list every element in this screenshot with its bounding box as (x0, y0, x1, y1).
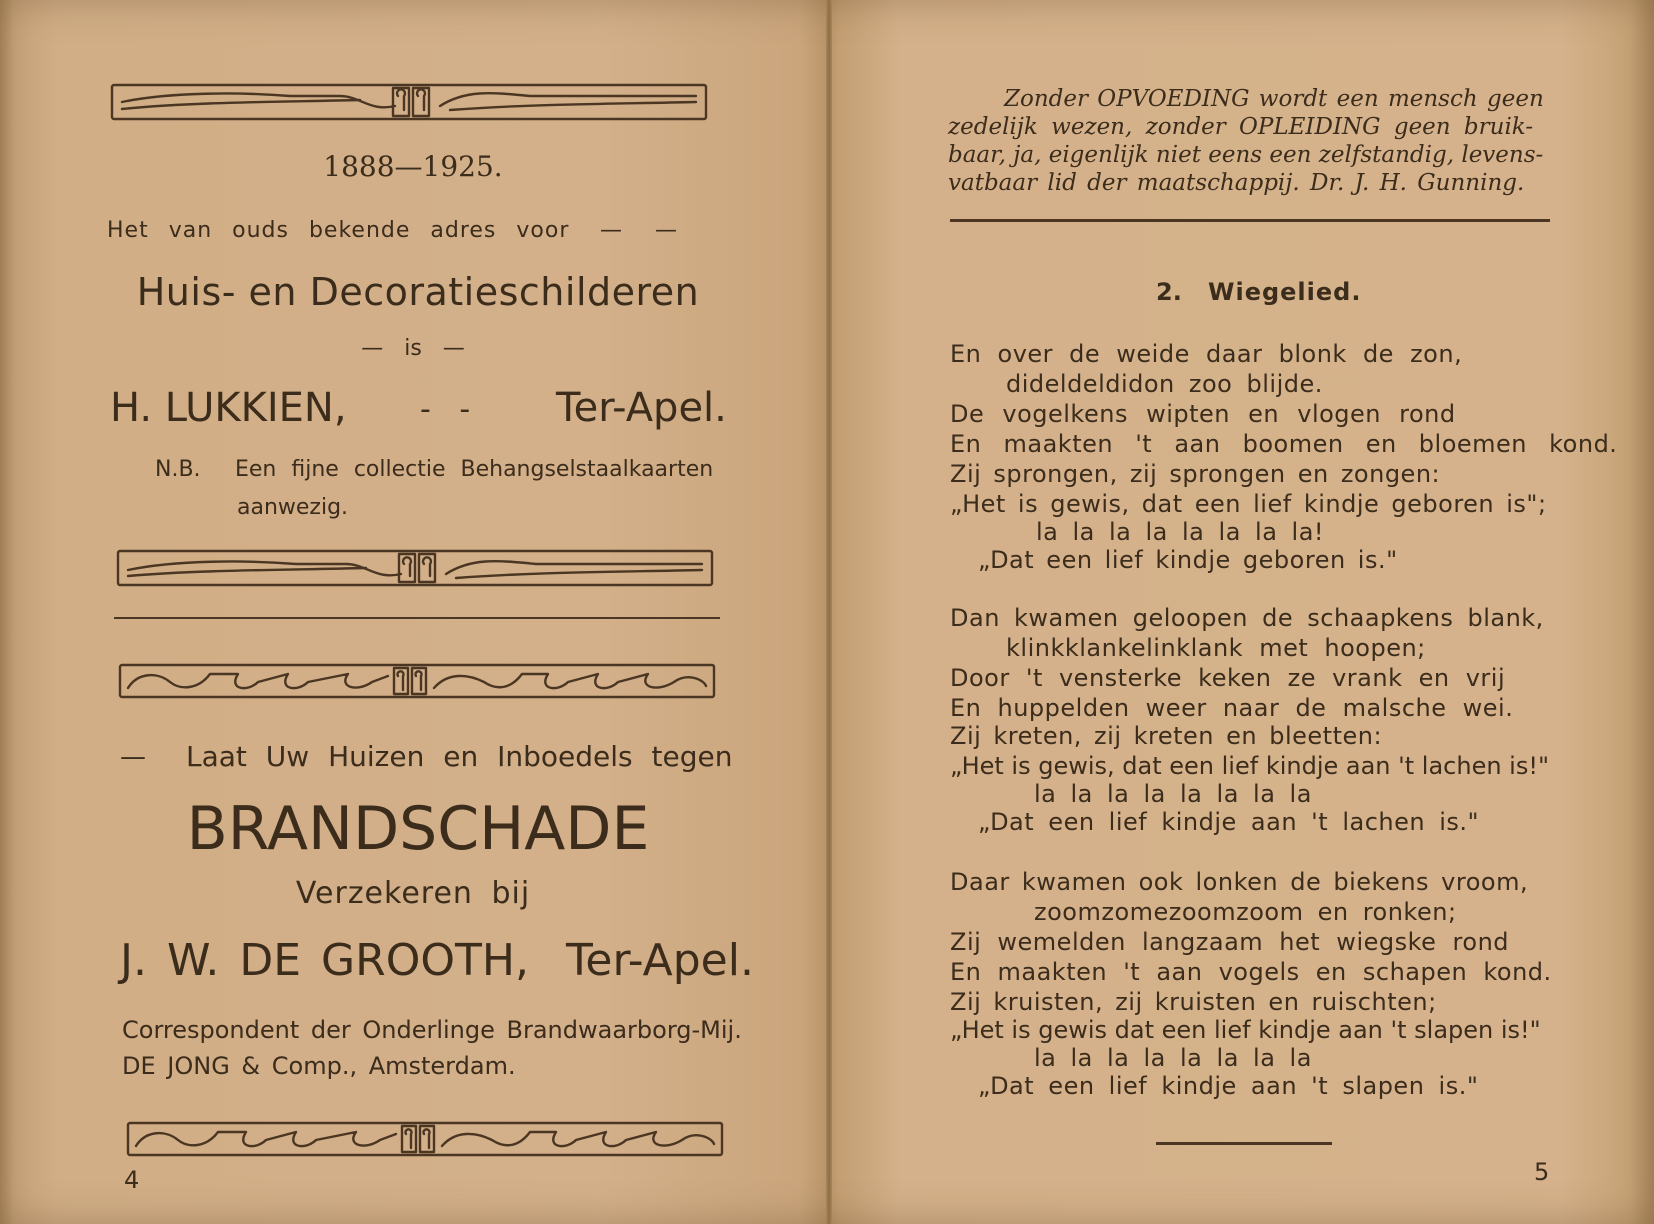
poem-line: En huppelden weer naar de malsche wei. (950, 694, 1514, 722)
ad1-trade: Huis- en Decoratieschilderen (136, 270, 700, 314)
quote-line-4: vatbaar lid der maatschappij. Dr. J. H. Gunning. (948, 170, 1525, 196)
poem-line: „Het is gewis, dat een lief kindje aan 't lachen is!" (950, 752, 1550, 780)
song-number: 2. (1156, 278, 1182, 306)
left-page (0, 0, 826, 1224)
divider-rule (114, 617, 720, 619)
page-number-left: 4 (124, 1166, 140, 1194)
poem-line: De vogelkens wipten en vlogen rond (950, 400, 1456, 428)
poem-line: „Dat een lief kindje geboren is." (978, 546, 1398, 574)
year-range: 1888—1925. (323, 150, 503, 183)
quote-line-1: Zonder OPVOEDING wordt een mensch geen (1004, 86, 1544, 112)
ad2-intro-dash: — (120, 742, 146, 772)
ad1-firm-dashes: - - (420, 392, 471, 427)
poem-line: la la la la la la la la! (1036, 518, 1325, 546)
ad1-intro-dashes: — — (600, 218, 677, 243)
poem-line: „Dat een lief kindje aan 't lachen is." (978, 808, 1480, 836)
ad1-firm-name: H. LUKKIEN, (110, 385, 347, 431)
poem-line: „Dat een lief kindje aan 't slapen is." (978, 1072, 1479, 1100)
ad1-note-line2: aanwezig. (237, 495, 349, 520)
poem-line: „Het is gewis dat een lief kindje aan 't slapen is!" (950, 1016, 1541, 1044)
ad2-intro-text: Laat Uw Huizen en Inboedels tegen (186, 740, 733, 773)
song-end-rule (1156, 1142, 1332, 1145)
ad2-corr-line1: Correspondent der Onderlinge Brandwaarborg-Mij. (122, 1016, 742, 1044)
poem-line: la la la la la la la la (1034, 1044, 1312, 1072)
right-page (830, 0, 1654, 1224)
ornament-meander-upper (118, 662, 716, 700)
ad1-is-line: — is — (361, 336, 465, 361)
ad1-intro-text: Het van ouds bekende adres voor (107, 218, 570, 243)
ad2-firm-place: Ter-Apel. (566, 935, 754, 986)
poem-line: Zij kruisten, zij kruisten en ruischten; (950, 988, 1437, 1016)
ad2-subline: Verzekeren bij (295, 876, 531, 911)
ornament-border-top (110, 82, 708, 122)
poem-line: Daar kwamen ook lonken de biekens vroom, (950, 868, 1529, 896)
poem-line: Zij sprongen, zij sprongen en zongen: (950, 460, 1441, 488)
poem-line: zoomzomezoomzoom en ronken; (1034, 898, 1457, 926)
ad2-headline: BRANDSCHADE (186, 794, 650, 864)
ornament-border-middle (116, 548, 714, 588)
poem-line: Zij kreten, zij kreten en bleetten: (950, 722, 1383, 750)
poem-line: En maakten 't aan boomen en bloemen kond. (950, 430, 1618, 458)
quote-line-2: zedelijk wezen, zonder OPLEIDING geen bruik- (948, 114, 1534, 140)
poem-line: Zij wemelden langzaam het wiegske rond (950, 928, 1510, 956)
poem-line: Door 't vensterke keken ze vrank en vrij (950, 664, 1506, 692)
ad1-note-line1: Een fijne collectie Behangselstaalkaarten (235, 457, 714, 482)
song-title: Wiegelied. (1208, 278, 1362, 306)
poem-line: dideldeldidon zoo blijde. (1006, 370, 1323, 398)
ad1-note-label: N.B. (155, 457, 201, 482)
poem-line: klinkklankelinklank met hoopen; (1006, 634, 1426, 662)
ad1-firm-place: Ter-Apel. (556, 385, 727, 431)
quote-divider-rule (950, 219, 1550, 222)
ornament-meander-bottom (126, 1120, 724, 1158)
poem-line: „Het is gewis, dat een lief kindje geboren is"; (950, 490, 1547, 518)
page-number-right: 5 (1534, 1158, 1550, 1186)
ad2-corr-line2: DE JONG & Comp., Amsterdam. (122, 1052, 516, 1080)
poem-line: la la la la la la la la (1034, 780, 1312, 808)
ad2-firm-name: J. W. DE GROOTH, (120, 935, 529, 986)
poem-line: Dan kwamen geloopen de schaapkens blank, (950, 604, 1544, 632)
quote-line-3: baar, ja, eigenlijk niet eens een zelfstandig, levens- (948, 142, 1544, 168)
poem-line: En over de weide daar blonk de zon, (950, 340, 1463, 368)
poem-line: En maakten 't aan vogels en schapen kond. (950, 958, 1552, 986)
